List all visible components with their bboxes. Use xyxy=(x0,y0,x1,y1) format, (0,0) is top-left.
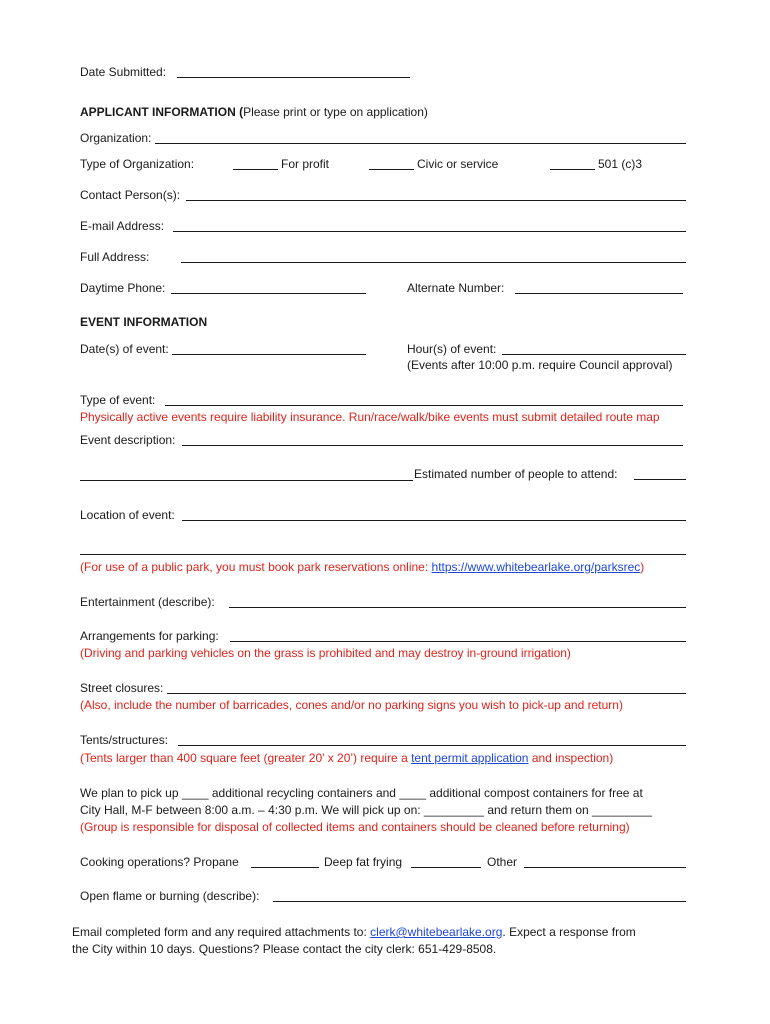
other-label: Other xyxy=(487,855,518,869)
propane-field[interactable] xyxy=(251,867,319,868)
event-hours-label: Hour(s) of event: xyxy=(407,342,497,356)
street-closures-note: (Also, include the number of barricades, cones and/or no parking signs you wish to pick-up and return) xyxy=(80,698,623,712)
contact-field[interactable] xyxy=(186,200,686,201)
footer-line-2: the City within 10 days. Questions? Please contact the city clerk: 651-429-8508. xyxy=(72,942,497,956)
address-field[interactable] xyxy=(181,262,686,263)
event-location-label: Location of event: xyxy=(80,508,175,522)
event-type-label: Type of event: xyxy=(80,393,156,407)
cooking-label: Cooking operations? Propane xyxy=(80,855,239,869)
open-flame-field[interactable] xyxy=(273,901,686,902)
civic-field[interactable] xyxy=(369,169,414,170)
date-submitted-label: Date Submitted: xyxy=(80,65,167,79)
event-description-field[interactable] xyxy=(182,445,683,446)
email-field[interactable] xyxy=(173,231,686,232)
nonprofit-field[interactable] xyxy=(550,169,595,170)
applicant-heading: APPLICANT INFORMATION (Please print or type on application) xyxy=(80,105,428,119)
organization-type-label: Type of Organization: xyxy=(80,157,195,171)
open-flame-label: Open flame or burning (describe): xyxy=(80,889,260,903)
alternate-number-label: Alternate Number: xyxy=(407,281,505,295)
entertainment-field[interactable] xyxy=(229,607,686,608)
containers-note: (Group is responsible for disposal of collected items and containers should be cleaned before returning) xyxy=(80,820,630,834)
event-type-warning: Physically active events require liability insurance. Run/race/walk/bike events must submit detailed route map xyxy=(80,410,660,424)
civic-label: Civic or service xyxy=(417,157,499,171)
event-dates-label: Date(s) of event: xyxy=(80,342,169,356)
parking-label: Arrangements for parking: xyxy=(80,629,219,643)
nonprofit-label: 501 (c)3 xyxy=(598,157,643,171)
parking-field[interactable] xyxy=(230,641,686,642)
email-label: E-mail Address: xyxy=(80,219,165,233)
daytime-phone-field[interactable] xyxy=(171,293,366,294)
address-label: Full Address: xyxy=(80,250,150,264)
event-type-field[interactable] xyxy=(165,405,683,406)
footer-line-1: Email completed form and any required attachments to: clerk@whitebearlake.org. Expect a response from xyxy=(72,925,636,939)
event-location-field[interactable] xyxy=(182,520,686,521)
tent-permit-link[interactable]: tent permit application xyxy=(411,751,529,765)
daytime-phone-label: Daytime Phone: xyxy=(80,281,166,295)
deep-fat-label: Deep fat frying xyxy=(324,855,403,869)
park-reservation-link[interactable]: https://www.whitebearlake.org/parksrec xyxy=(431,560,641,574)
tents-note: (Tents larger than 400 square feet (greater 20’ x 20’) require a tent permit application and inspection) xyxy=(80,751,614,765)
containers-line-2: City Hall, M-F between 8:00 a.m. – 4:30 p.m. We will pick up on: _________ and return them on _________ xyxy=(80,803,653,817)
entertainment-label: Entertainment (describe): xyxy=(80,595,215,609)
event-location-field-2[interactable] xyxy=(80,554,686,555)
alternate-number-field[interactable] xyxy=(515,293,683,294)
street-closures-field[interactable] xyxy=(167,693,686,694)
deep-fat-field[interactable] xyxy=(411,867,481,868)
event-hours-field[interactable] xyxy=(502,354,686,355)
contact-label: Contact Person(s): xyxy=(80,188,181,202)
tents-label: Tents/structures: xyxy=(80,733,169,747)
street-closures-label: Street closures: xyxy=(80,681,164,695)
park-note: (For use of a public park, you must book park reservations online: https://www.whitebearlake.org/parksrec) xyxy=(80,560,645,574)
for-profit-label: For profit xyxy=(281,157,330,171)
event-description-label: Event description: xyxy=(80,433,176,447)
organization-field[interactable] xyxy=(155,143,686,144)
event-description-field-2[interactable] xyxy=(80,480,413,481)
for-profit-field[interactable] xyxy=(233,169,278,170)
attendance-label: Estimated number of people to attend: xyxy=(414,467,618,481)
attendance-field[interactable] xyxy=(634,479,686,480)
containers-line-1: We plan to pick up ____ additional recycling containers and ____ additional compost containers for free at xyxy=(80,786,643,800)
organization-label: Organization: xyxy=(80,131,152,145)
tents-field[interactable] xyxy=(178,745,686,746)
parking-note: (Driving and parking vehicles on the grass is prohibited and may destroy in-ground irrigation) xyxy=(80,646,571,660)
event-heading: EVENT INFORMATION xyxy=(80,315,208,329)
date-submitted-field[interactable] xyxy=(177,77,410,78)
event-dates-field[interactable] xyxy=(172,354,366,355)
event-hours-note: (Events after 10:00 p.m. require Council approval) xyxy=(407,358,673,372)
clerk-email-link[interactable]: clerk@whitebearlake.org xyxy=(370,925,503,939)
other-field[interactable] xyxy=(524,867,686,868)
